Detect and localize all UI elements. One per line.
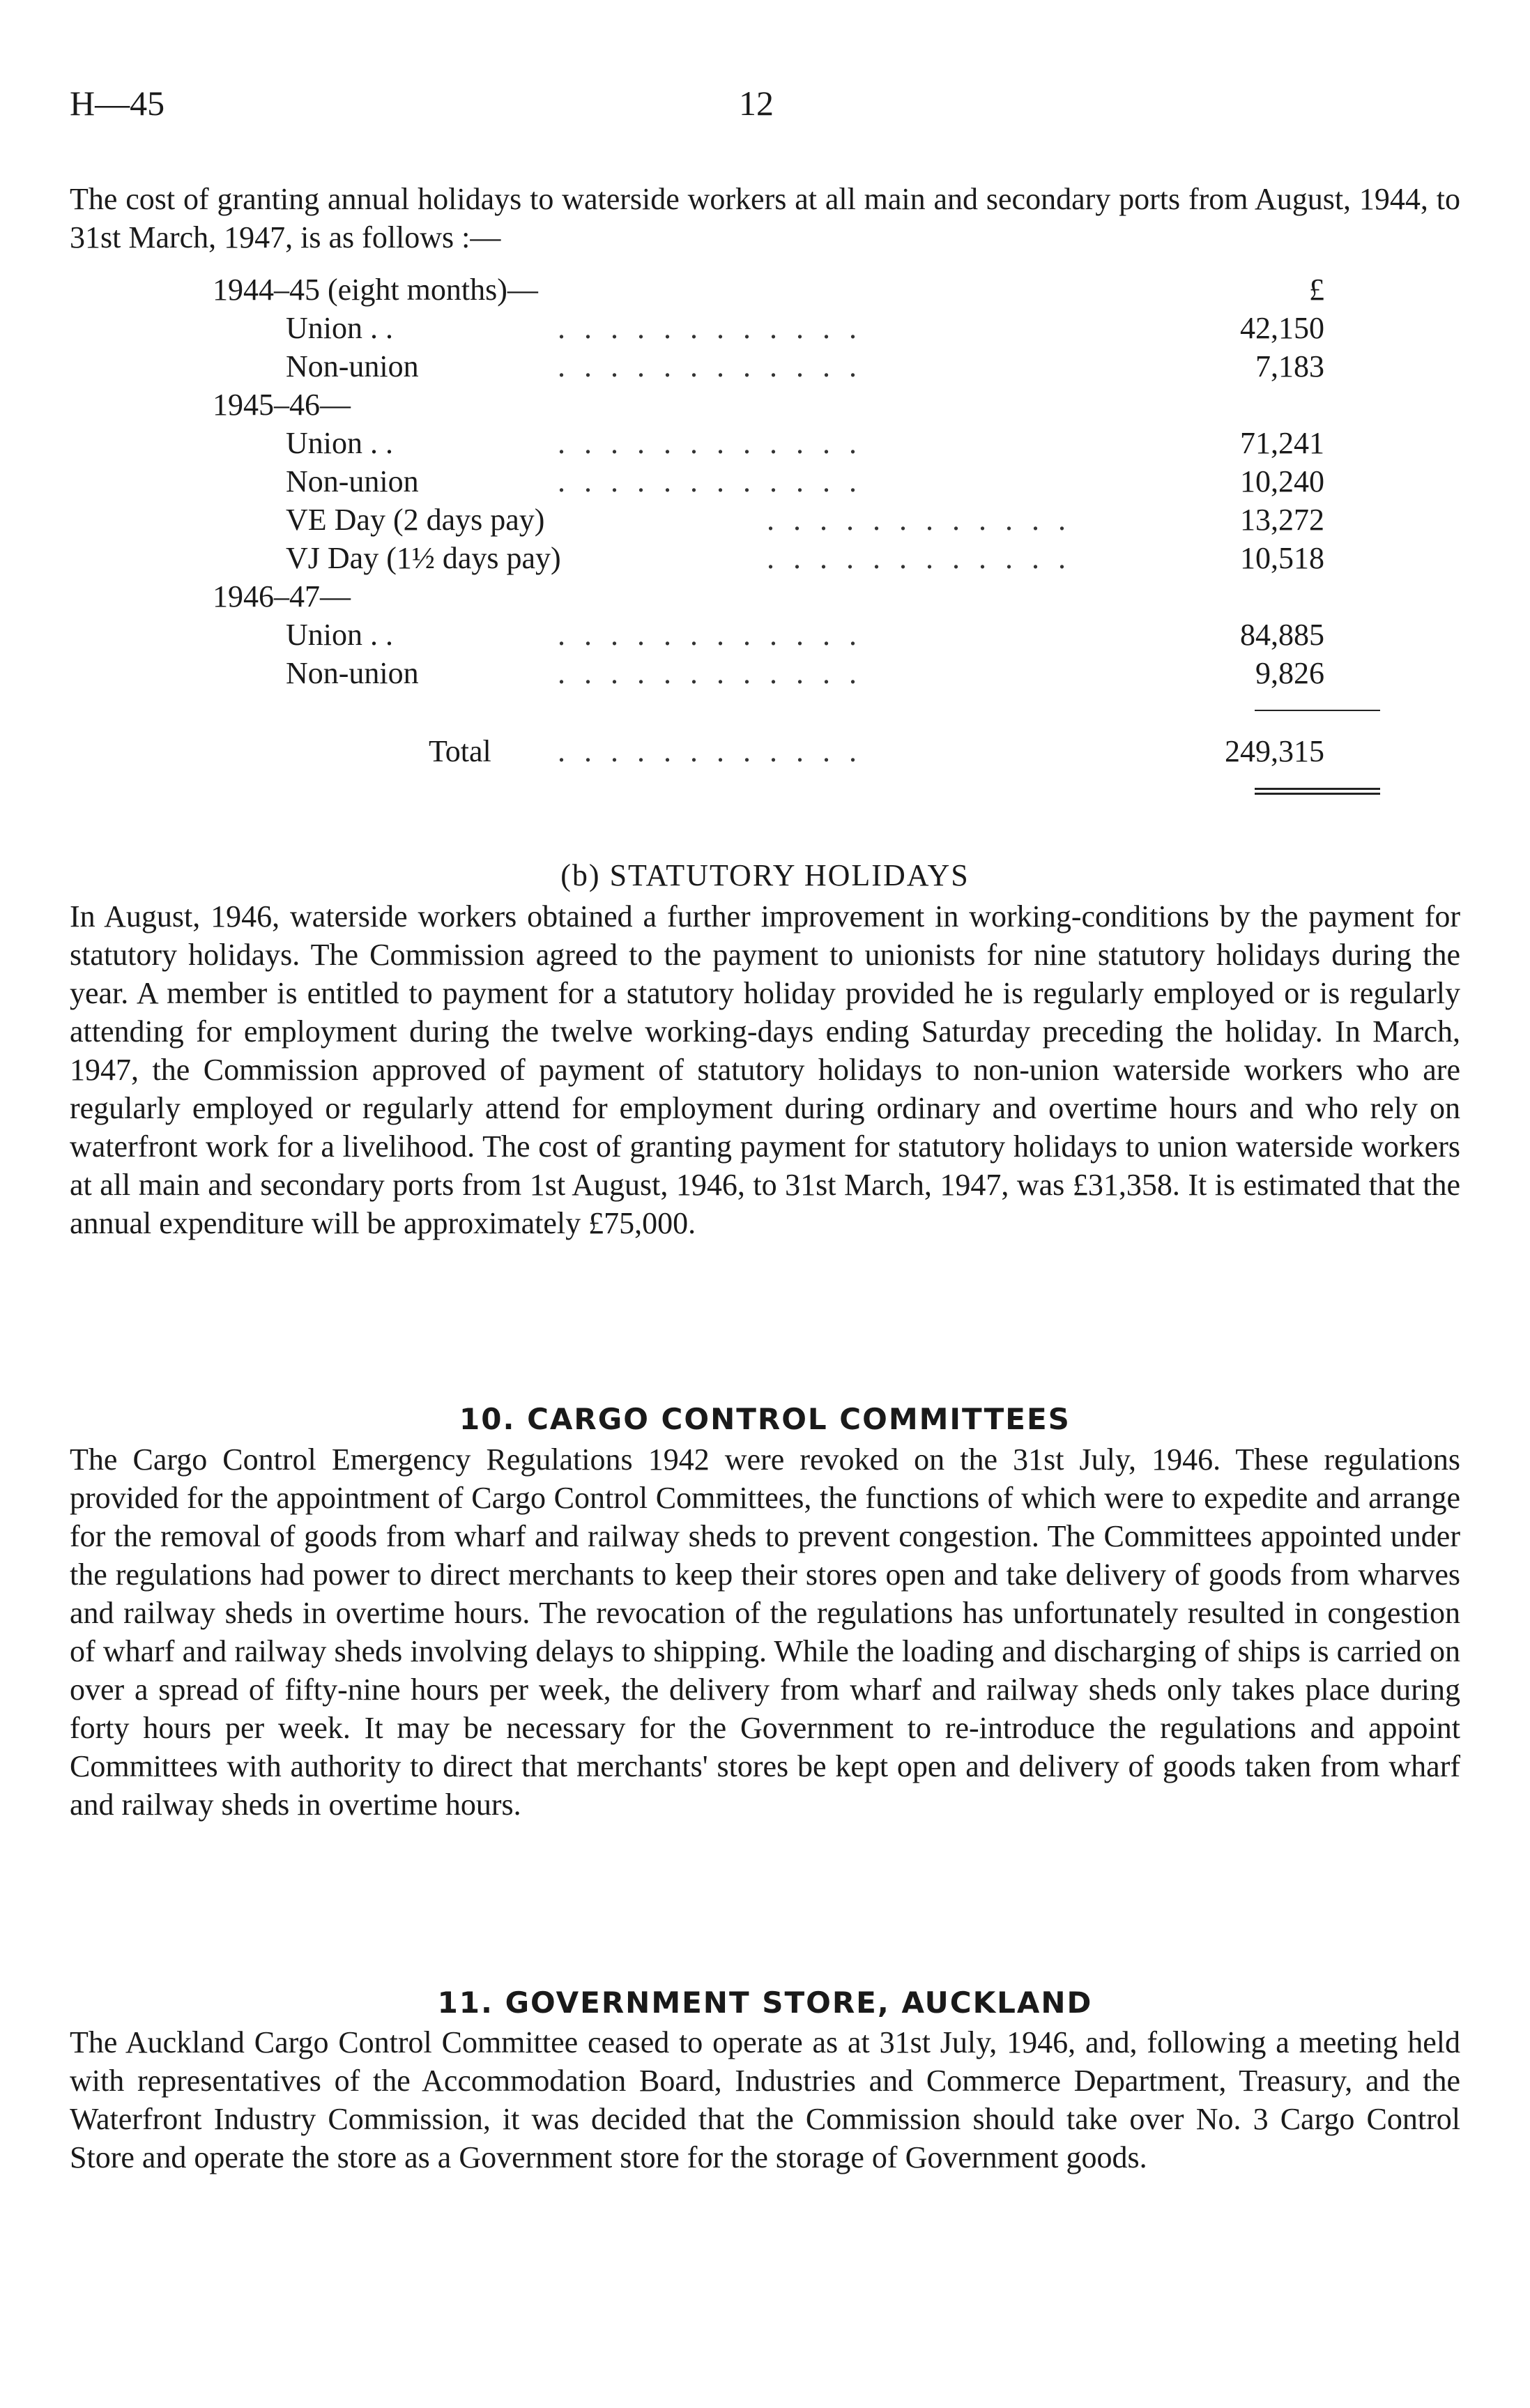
row-label: Union . . (286, 311, 393, 345)
row-amount: 13,272 (1240, 503, 1324, 537)
table-row (70, 616, 1324, 654)
dot-leader: . . . . . . . . . . . . (558, 426, 862, 460)
row-label: Union . . (286, 426, 393, 460)
row-amount: 71,241 (1240, 426, 1324, 460)
statutory-holidays-heading: (b) STATUTORY HOLIDAYS (560, 858, 970, 892)
period-label: 1945–46— (213, 388, 351, 422)
table-row (70, 501, 1324, 539)
dot-leader: . . . . . . . . . . . . (558, 656, 862, 690)
row-amount: 7,183 (1255, 349, 1324, 383)
row-label: Union . . (286, 618, 393, 652)
cargo-control-paragraph: The Cargo Control Emergency Regulations 1942 were revoked on the 31st July, 1946. These regulations provided for the appointment of Cargo Control Committees, the functions of which were to expedite and arrange for the removal of goods from wharf and railway sheds to prevent congestion. The Committees appointed under the regulations had power to direct merchants to keep their stores open and take delivery of goods from wharves and railway sheds in overtime hours. The revocation of the regulations has unfortunately resulted in congestion of wharf and railway sheds involving delays to shipping. While the loading and discharging of ships is carried on over a spread of fifty-nine hours per week, the delivery from wharf and railway sheds only takes place during forty hours per week. It may be necessary for the Government to re-introduce the regulations and appoint Committees with authority to direct that merchants' stores be kept open and delivery of goods taken from wharf and railway sheds in overtime hours. (70, 1442, 1460, 1822)
row-amount: 9,826 (1255, 656, 1324, 690)
row-amount: 10,518 (1240, 541, 1324, 575)
subtotal-rule (1255, 710, 1380, 711)
row-amount: 42,150 (1240, 311, 1324, 345)
dot-leader: . . . . . . . . . . . . (558, 311, 862, 345)
dot-leader: . . . . . . . . . . . . (558, 618, 862, 652)
row-amount: 10,240 (1240, 464, 1324, 498)
table-period-row (70, 386, 1324, 424)
row-label: Non-union (286, 349, 419, 383)
government-store-paragraph: The Auckland Cargo Control Committee ceased to operate as at 31st July, 1946, and, following a meeting held with representatives of the Accommodation Board, Industries and Commerce Department, Treasury, and the Waterfront Industry Commission, it was decided that the Commission should take over No. 3 Cargo Control Store and operate the store as a Government store for the storage of Government goods. (70, 2025, 1460, 2174)
dot-leader: . . . . . . . . . . . . (767, 503, 1071, 537)
government-store-heading: 11. GOVERNMENT STORE, AUCKLAND (437, 1986, 1093, 2020)
dot-leader: . . . . . . . . . . . . (558, 349, 862, 383)
cargo-control-heading: 10. CARGO CONTROL COMMITTEES (459, 1402, 1071, 1436)
page-number: 12 (739, 84, 774, 123)
table-row (70, 462, 1324, 501)
row-amount: 84,885 (1240, 618, 1324, 652)
dot-leader: . . . . . . . . . . . . (767, 541, 1071, 575)
total-amount: 249,315 (1225, 734, 1324, 768)
currency-symbol: £ (1309, 273, 1324, 307)
table-row (70, 539, 1324, 577)
table-period-row (70, 270, 1324, 309)
row-label: Non-union (286, 464, 419, 498)
table-row (70, 654, 1324, 692)
row-label: VJ Day (1½ days pay) (286, 541, 561, 575)
row-label: Non-union (286, 656, 419, 690)
row-label: VE Day (2 days pay) (286, 503, 545, 537)
dot-leader: . . . . . . . . . . . . (558, 464, 862, 498)
period-label: 1946–47— (213, 579, 351, 614)
table-row (70, 424, 1324, 462)
period-label: 1944–45 (eight months)— (213, 273, 538, 307)
total-double-rule (1255, 788, 1380, 795)
intro-paragraph: The cost of granting annual holidays to waterside workers at all main and secondary ports from August, 1944, to 31st March, 1947, is as follows :— (70, 182, 1460, 254)
report-code: H—45 (70, 84, 165, 123)
dot-leader: . . . . . . . . . . . . (558, 734, 862, 768)
total-label: Total (429, 734, 491, 768)
statutory-holidays-paragraph: In August, 1946, waterside workers obtained a further improvement in working-conditions by the payment for statutory holidays. The Commission agreed to the payment to unionists for nine statutory holidays during the year. A member is entitled to payment for a statutory holiday provided he is regularly employed or is regularly attending for employment during the twelve working-days ending Saturday preceding the holiday. In March, 1947, the Commission approved of payment of statutory holidays to non-union waterside workers who are regularly employed or regularly attend for employment during ordinary and overtime hours and who rely on waterfront work for a livelihood. The cost of granting payment for statutory holidays to union waterside workers at all main and secondary ports from 1st August, 1946, to 31st March, 1947, was £31,358. It is estimated that the annual expenditure will be approximately £75,000. (70, 899, 1460, 1240)
table-row (70, 309, 1324, 347)
table-total-row (70, 732, 1324, 770)
table-row (70, 347, 1324, 386)
table-period-row (70, 577, 1324, 616)
